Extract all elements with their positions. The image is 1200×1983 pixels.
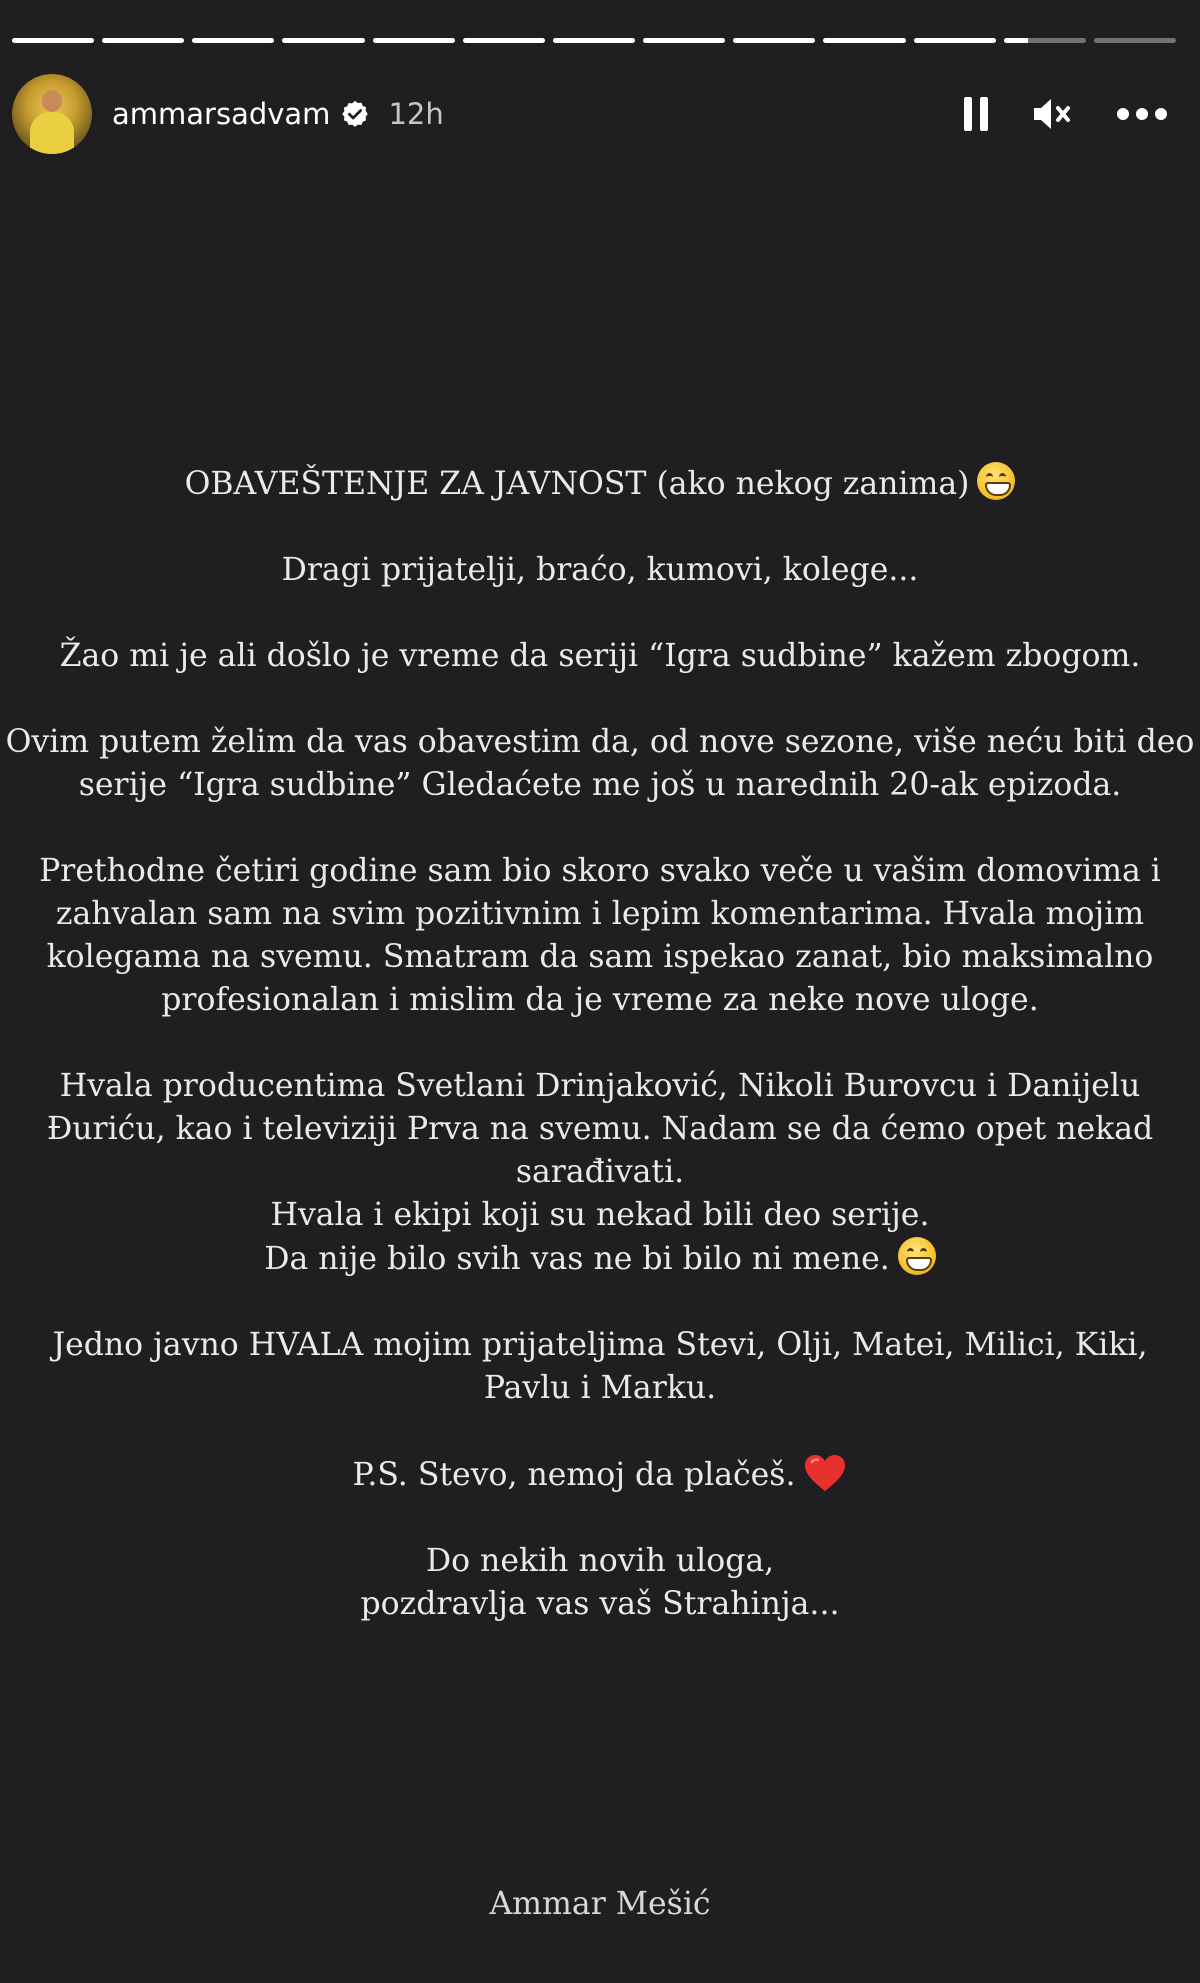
ps-text: P.S. Stevo, nemoj da plačeš. <box>352 1457 796 1493</box>
announcement-heading <box>0 462 1200 506</box>
story-text-content <box>0 462 1200 1669</box>
progress-segment <box>643 38 725 43</box>
closing-paragraph: Do nekih novih uloga, pozdravlja vas vaš Strahinja... <box>360 1543 840 1622</box>
progress-segment-fill <box>192 38 274 43</box>
username[interactable]: ammarsadvam <box>112 97 331 131</box>
profile-avatar[interactable] <box>12 74 92 154</box>
farewell-paragraph: Žao mi je ali došlo je vreme da seriji “Igra sudbine” kažem zbogom. <box>59 638 1141 674</box>
greeting-paragraph: Dragi prijatelji, braćo, kumovi, kolege... <box>281 552 919 588</box>
progress-segment-fill <box>643 38 725 43</box>
progress-segment <box>192 38 274 43</box>
post-timestamp: 12h <box>388 97 444 131</box>
progress-segment-fill <box>733 38 815 43</box>
progress-segment <box>102 38 184 43</box>
progress-segment <box>823 38 905 43</box>
progress-segment <box>733 38 815 43</box>
pause-icon <box>962 95 990 133</box>
progress-segment <box>1004 38 1086 43</box>
gratitude-paragraph: Prethodne četiri godine sam bio skoro svako veče u vašim domovima i zahvalan sam na svim pozitivnim i lepim komentarima. Hvala mojim kolegama na svemu. Smatram da sam ispekao zanat, bio maksimalno profesionalan i mislim da je vreme za neke nove uloge. <box>39 853 1161 1018</box>
more-icon <box>1116 107 1168 121</box>
more-options-button[interactable] <box>1116 107 1168 121</box>
progress-segment <box>1094 38 1176 43</box>
author-signature: Ammar Mešić <box>489 1886 711 1922</box>
progress-segment-fill <box>12 38 94 43</box>
friends-paragraph: Jedno javno HVALA mojim prijateljima Stevi, Olji, Matei, Milici, Kiki, Pavlu i Marku. <box>52 1327 1148 1406</box>
red-heart-emoji-icon <box>803 1453 847 1493</box>
story-controls <box>962 95 1188 133</box>
progress-segment-fill <box>102 38 184 43</box>
progress-segment <box>553 38 635 43</box>
mute-icon <box>1032 96 1074 132</box>
progress-segment <box>282 38 364 43</box>
progress-segment <box>12 38 94 43</box>
heading-text: OBAVEŠTENJE ZA JAVNOST (ako nekog zanima) <box>184 466 970 502</box>
progress-segment <box>914 38 996 43</box>
verified-badge-icon <box>340 99 370 129</box>
story-progress-bar <box>12 38 1176 43</box>
producers-last-line: Da nije bilo svih vas ne bi bilo ni mene. <box>264 1241 890 1277</box>
progress-segment-fill <box>282 38 364 43</box>
progress-segment-fill <box>823 38 905 43</box>
progress-segment-fill <box>914 38 996 43</box>
progress-segment-fill <box>1004 38 1029 43</box>
grinning-face-emoji-icon <box>977 462 1015 500</box>
mute-button[interactable] <box>1032 96 1074 132</box>
progress-segment-fill <box>553 38 635 43</box>
producers-paragraph <box>0 1065 1200 1281</box>
producers-text: Hvala producentima Svetlani Drinjaković, Nikoli Burovcu i Danijelu Đuriću, kao i televiziji Prva na svemu. Nadam se da ćemo opet nekad sarađivati. Hvala i ekipi koji su nekad bili deo serije. <box>46 1068 1154 1233</box>
progress-segment <box>373 38 455 43</box>
pause-button[interactable] <box>962 95 990 133</box>
story-header <box>12 74 1188 154</box>
progress-segment <box>463 38 545 43</box>
ps-paragraph <box>0 1453 1200 1497</box>
progress-segment-fill <box>373 38 455 43</box>
progress-segment-fill <box>463 38 545 43</box>
announcement-paragraph: Ovim putem želim da vas obavestim da, od nove sezone, više neću biti deo serije “Igra sudbine” Gledaćete me još u narednih 20-ak epizoda. <box>5 724 1195 803</box>
grinning-face-emoji-icon <box>898 1237 936 1275</box>
